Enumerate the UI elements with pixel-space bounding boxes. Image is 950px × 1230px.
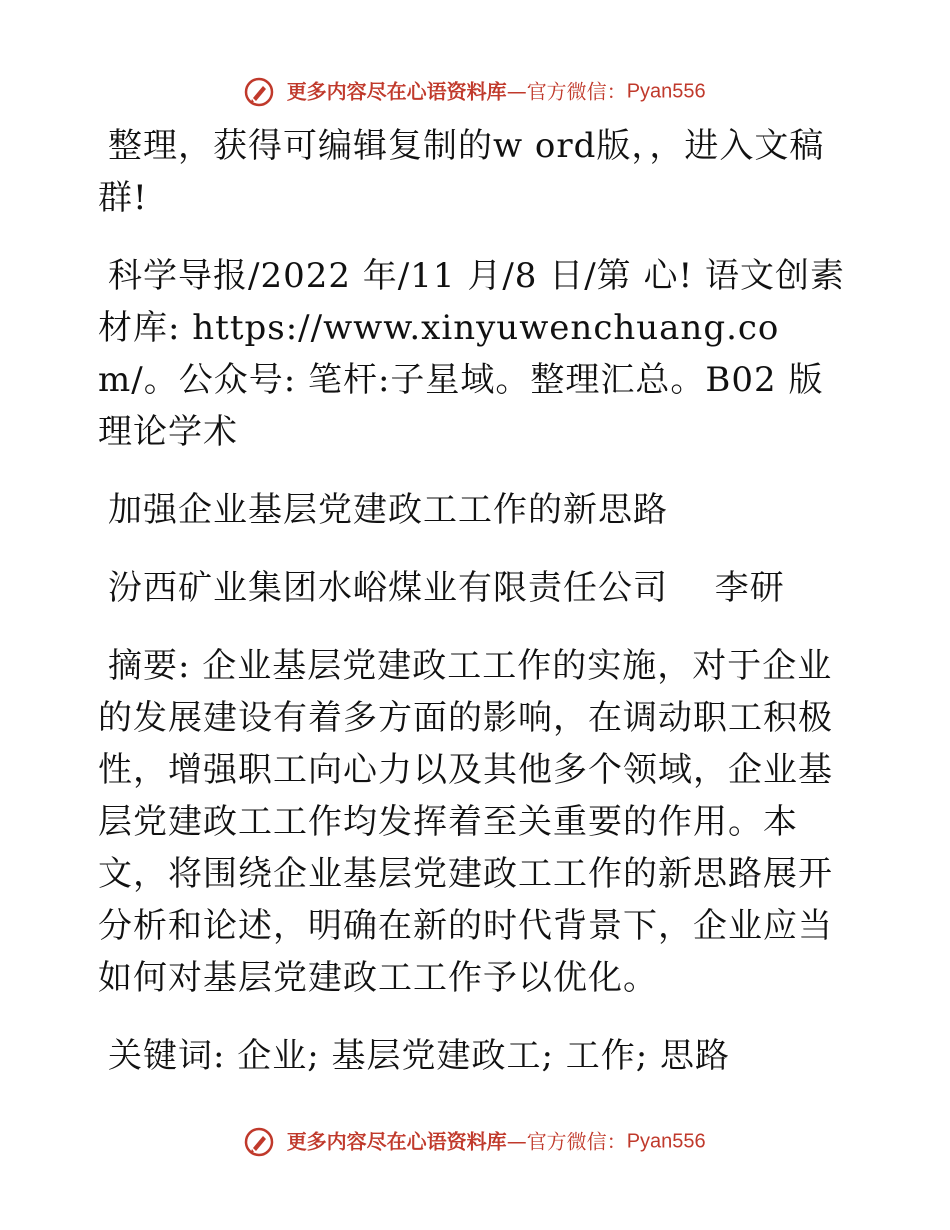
banner-dash: — [506,1129,527,1154]
banner-dash: — [506,79,527,104]
article-title: 加强企业基层党建政工工作的新思路 [108,490,668,530]
intro-paragraph: 整理，获得可编辑复制的w ord版，，进入文稿群! [98,126,825,218]
keywords-line: 关键词: 企业; 基层党建政工; 工作; 思路 [108,1036,731,1076]
footer-watermark-banner [0,1126,950,1157]
document-body [98,120,858,1108]
source-paragraph: 科学导报/2022 年/11 月/8 日/第 心! 语文创素材库: https://www.xinyuwenchuang.com/。公众号: 笔杆:子星域。整理汇总。B02 版理论学术 [98,256,845,452]
abstract-paragraph: 摘要: 企业基层党建政工工作的实施，对于企业的发展建设有着多方面的影响，在调动职工积极性，增强职工向心力以及其他多个领域，企业基层党建政工工作均发挥着至关重要的作用。本文，将围绕企业基层党建政工工作的新思路展开分析和论述，明确在新的时代背景下，企业应当如何对基层党建政工工作予以优化。 [98,646,833,998]
banner-label: 官方微信： [526,79,627,104]
banner-wechat-id: Pyan556 [626,1130,706,1153]
banner-wechat-id: Pyan556 [626,80,706,103]
author-line: 汾西矿业集团水峪煤业有限责任公司 李研 [108,568,785,608]
banner-label: 官方微信： [526,1129,627,1154]
header-watermark-banner [0,76,950,107]
pen-logo-icon [244,77,274,107]
pen-logo-icon [244,1127,274,1157]
banner-main-text: 更多内容尽在心语资料库 [286,1129,507,1154]
banner-main-text: 更多内容尽在心语资料库 [286,79,507,104]
